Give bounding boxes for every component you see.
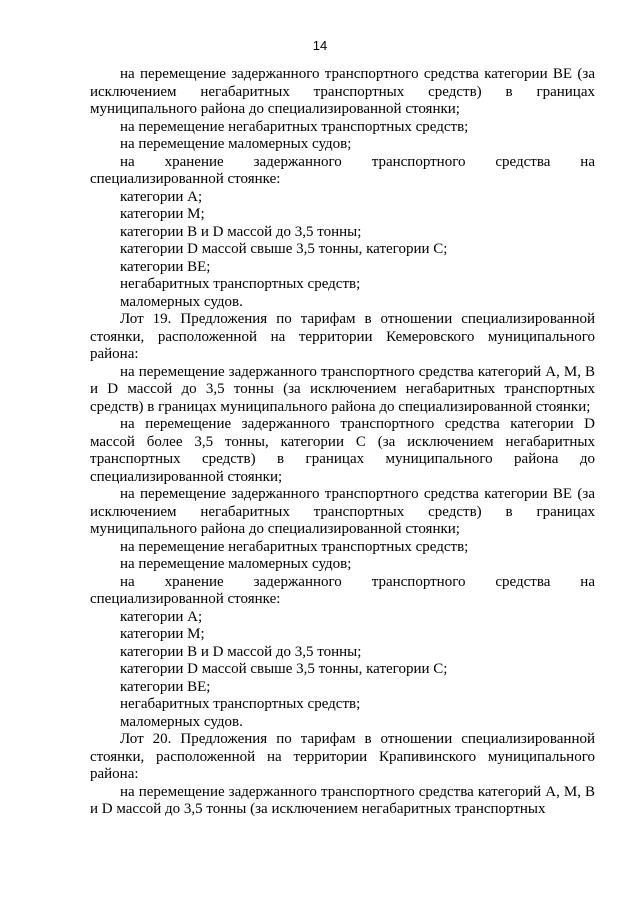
list-item: категории A; [120,608,203,625]
lot-heading: Лот 20. Предложения по тарифам в отношении специализированной стоянки, расположенной на территории Крапивинского муниципального района: [90,731,595,782]
page-number: 14 [312,38,328,53]
list-item: категории M; [120,626,205,642]
list-item: негабаритных транспортных средств; [120,276,361,292]
list-item: категории D массой свыше 3,5 тонны, категории C; [120,661,448,677]
paragraph: на перемещение задержанного транспортного средства категории BE (за исключением негабаритных транспортных средств) в границах муниципального района до специализированной стоянки; [90,486,595,537]
list-item: категории D массой свыше 3,5 тонны, категории C; [120,241,448,257]
paragraph: на перемещение маломерных судов; [120,556,352,572]
lot-heading: Лот 19. Предложения по тарифам в отношении специализированной стоянки, расположенной на территории Кемеровского муниципального района: [90,311,595,362]
paragraph: на перемещение задержанного транспортного средства категории BE (за исключением негабаритных транспортных средств) в границах муниципального района до специализированной стоянки; [90,66,595,117]
list-item: категории A; [120,188,203,205]
document-body [90,66,595,819]
paragraph: на перемещение задержанного транспортного средства категорий A, M, B и D массой до 3,5 тонны (за исключением негабаритных транспортных средств) в границах муниципального района до специализированной стоянки; [90,363,595,415]
list-item: маломерных судов. [120,713,243,730]
paragraph: на перемещение задержанного транспортного средства категорий A, M, B и D массой до 3,5 тонны (за исключением негабаритных транспортных [90,783,595,817]
list-item: маломерных судов. [120,293,243,310]
paragraph: на хранение задержанного транспортного средства на специализированной стоянке: [90,573,595,607]
paragraph: на перемещение негабаритных транспортных средств; [120,538,469,555]
list-item: категории B и D массой до 3,5 тонны; [120,223,362,240]
list-item: категории B и D массой до 3,5 тонны; [120,643,362,660]
paragraph: на перемещение задержанного транспортного средства категории D массой более 3,5 тонны, категории C (за исключением негабаритных транспортных средств) в границах муниципального района до специализированной стоянки; [90,416,595,485]
paragraph: на перемещение маломерных судов; [120,136,352,152]
list-item: категории BE; [120,678,211,695]
paragraph: на хранение задержанного транспортного средства на специализированной стоянке: [90,153,595,187]
paragraph: на перемещение негабаритных транспортных средств; [120,118,469,135]
list-item: категории BE; [120,258,211,275]
list-item: негабаритных транспортных средств; [120,696,361,712]
list-item: категории M; [120,206,205,222]
